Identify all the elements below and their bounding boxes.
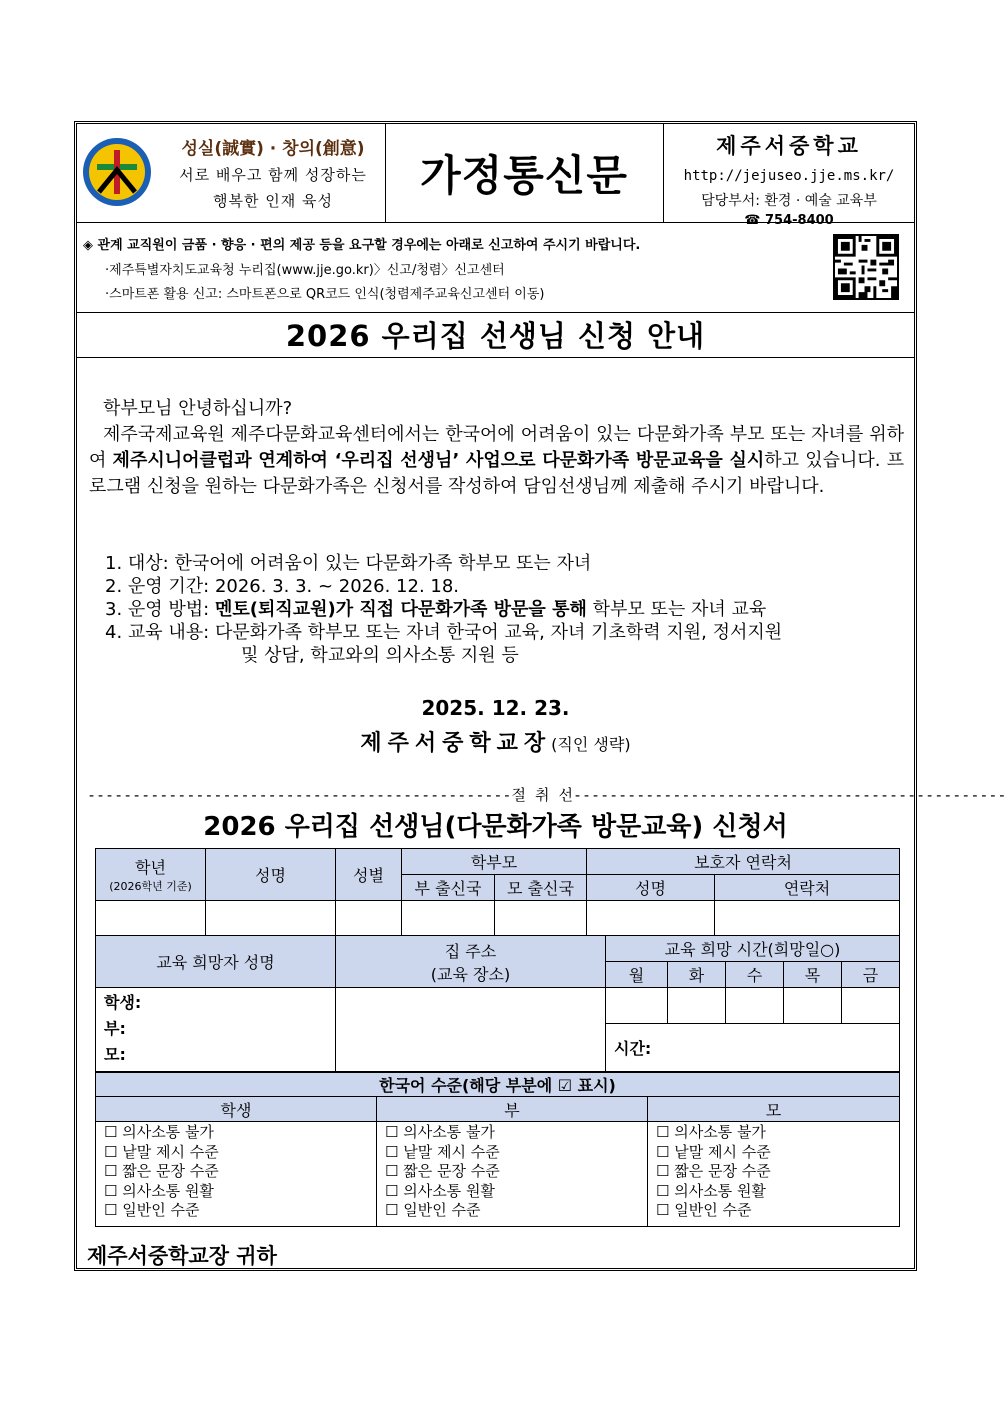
guardian-name-header: 성명 xyxy=(587,875,715,901)
father-label: 부: xyxy=(104,1019,126,1038)
education-request-table xyxy=(95,935,900,1072)
time-header: 교육 희망 시간(희망일○) xyxy=(606,936,900,962)
list-item: 2. 운영 기간: 2026. 3. 3. ~ 2026. 12. 18. xyxy=(105,576,460,597)
grade-header xyxy=(96,849,206,901)
mon-field[interactable] xyxy=(606,988,668,1024)
school-logo-icon xyxy=(81,136,153,208)
motto-line-3: 행복한 인재 육성 xyxy=(213,192,333,210)
level-checkbox[interactable]: ☐ 의사소통 원활 xyxy=(656,1181,766,1200)
greeting: 학부모님 안녕하십니까? xyxy=(103,398,293,419)
guardian-contact-header: 보호자 연락처 xyxy=(587,849,900,875)
level-checkbox[interactable]: ☐ 일반인 수준 xyxy=(656,1201,752,1219)
level-checkbox[interactable]: ☐ 일반인 수준 xyxy=(104,1201,200,1219)
mother-origin-field[interactable] xyxy=(495,901,587,936)
signature xyxy=(77,726,914,757)
grade-field[interactable] xyxy=(96,901,206,936)
day-fri: 금 xyxy=(842,962,900,988)
level-checkbox[interactable]: ☐ 짧은 문장 수준 xyxy=(656,1162,771,1180)
contact-field[interactable] xyxy=(715,901,900,936)
address-note: (교육 장소) xyxy=(430,964,511,984)
department: 담당부서: 환경 · 예술 교육부 xyxy=(701,193,877,209)
father-origin-field[interactable] xyxy=(402,901,495,936)
father-origin-header: 부 출신국 xyxy=(402,875,495,901)
list-item-continuation: 및 상담, 학교와의 의사소통 지원 등 xyxy=(241,645,519,666)
day-thu: 목 xyxy=(784,962,842,988)
level-checkbox[interactable]: ☐ 짧은 문장 수준 xyxy=(385,1162,500,1180)
day-tue: 화 xyxy=(668,962,726,988)
student-column-header: 학생 xyxy=(96,1097,377,1122)
name-field[interactable] xyxy=(206,901,336,936)
time-label: 시간: xyxy=(614,1039,652,1058)
level-checkbox[interactable]: ☐ 일반인 수준 xyxy=(385,1201,481,1219)
korean-level-table xyxy=(95,1072,900,1227)
document-frame xyxy=(74,121,1006,1271)
guardian-name-field[interactable] xyxy=(587,901,715,936)
header xyxy=(77,124,914,228)
grade-note: (2026학년 기준) xyxy=(109,880,192,893)
gender-header: 성별 xyxy=(336,849,402,901)
signature-name: 제주서중학교장 xyxy=(360,731,552,756)
time-field[interactable] xyxy=(606,1024,900,1072)
address-label: 집 주소 xyxy=(444,941,497,961)
school-name: 제주서중학교 xyxy=(716,134,862,158)
level-checkbox[interactable]: ☐ 의사소통 불가 xyxy=(385,1123,495,1141)
motto-line-2: 서로 배우고 함께 성장하는 xyxy=(179,166,367,184)
newsletter-title: 가정통신문 xyxy=(385,124,664,222)
notice-line-1: ◈ 관계 교직원이 금품 · 향응 · 편의 제공 등을 요구할 경우에는 아래로 신고하여 주시기 바랍니다. xyxy=(83,238,641,253)
day-mon: 월 xyxy=(606,962,668,988)
issue-date: 2025. 12. 23. xyxy=(421,696,570,720)
school-url[interactable]: http://jejuseo.jje.ms.kr/ xyxy=(683,168,895,184)
level-checkbox[interactable]: ☐ 의사소통 원활 xyxy=(385,1181,495,1200)
fri-field[interactable] xyxy=(842,988,900,1024)
mother-column-header: 모 xyxy=(648,1097,900,1122)
main-title: 2026 우리집 선생님 신청 안내 xyxy=(77,312,914,358)
wed-field[interactable] xyxy=(726,988,784,1024)
list-item-prefix: 3. 운영 방법: xyxy=(105,599,215,620)
info-list xyxy=(105,552,905,667)
list-item-bold: 멘토(퇴직교원)가 직접 다문화가족 방문을 통해 xyxy=(214,599,587,620)
list-item: 4. 교육 내용: 다문화가족 학부모 또는 자녀 한국어 교육, 자녀 기초학력 지원, 정서지원 xyxy=(105,622,783,643)
school-motto-cell xyxy=(77,124,386,222)
list-item: 1. 대상: 한국어에 어려움이 있는 다문화가족 학부모 또는 자녀 xyxy=(105,553,592,574)
day-wed: 수 xyxy=(726,962,784,988)
father-column-header: 부 xyxy=(377,1097,648,1122)
address-header xyxy=(336,936,606,988)
mother-origin-header: 모 출신국 xyxy=(495,875,587,901)
tue-field[interactable] xyxy=(668,988,726,1024)
notice-line-2: ·제주특별자치도교육청 누리집(www.jje.go.kr)〉신고/청렴〉신고센터 xyxy=(105,263,505,278)
address-field[interactable] xyxy=(336,988,606,1072)
cut-line: -----------------------------------------------절 취 선------------------------------------------------ xyxy=(87,786,1006,804)
student-label: 학생: xyxy=(104,993,142,1012)
body-text-1: 제주국제교육원 제주다문화교육센터에서는 한국어에 어려움이 있는 다문화가족 부모 또는 자녀를 위하여 xyxy=(89,424,904,471)
list-item-suffix: 학부모 또는 자녀 교육 xyxy=(586,599,767,620)
motto-line-1: 성실(誠實) · 창의(創意) xyxy=(181,139,365,159)
phone: ☎ 754-8400 xyxy=(744,213,834,228)
thu-field[interactable] xyxy=(784,988,842,1024)
signature-note: (직인 생략) xyxy=(551,735,631,754)
level-checkbox[interactable]: ☐ 낱말 제시 수준 xyxy=(104,1142,219,1161)
contact-header: 연락처 xyxy=(715,875,900,901)
level-checkbox[interactable]: ☐ 낱말 제시 수준 xyxy=(385,1142,500,1161)
student-levels xyxy=(96,1122,377,1227)
mother-label: 모: xyxy=(104,1045,126,1064)
level-checkbox[interactable]: ☐ 의사소통 불가 xyxy=(656,1123,766,1141)
mother-levels xyxy=(648,1122,900,1227)
level-checkbox[interactable]: ☐ 의사소통 불가 xyxy=(104,1123,214,1141)
list-item xyxy=(105,598,905,621)
notice-line-3: ·스마트폰 활용 신고: 스마트폰으로 QR코드 인식(청렴제주교육신고센터 이동) xyxy=(105,287,545,302)
applicant-info-table xyxy=(95,848,900,936)
applicant-name-header: 교육 희망자 성명 xyxy=(96,936,336,988)
qr-code-icon[interactable] xyxy=(833,234,899,300)
gender-field[interactable] xyxy=(336,901,402,936)
parents-header: 학부모 xyxy=(402,849,587,875)
body-text-2: 하고 있습니다. 프로그램 신청을 원하는 다문화가족은 신청서를 작성하여 담임선생님께 제출해 주시기 바랍니다. xyxy=(89,450,904,497)
name-header: 성명 xyxy=(206,849,336,901)
level-checkbox[interactable]: ☐ 짧은 문장 수준 xyxy=(104,1162,219,1180)
body-text-bold: 제주시니어클럽과 연계하여 ‘우리집 선생님’ 사업으로 다문화가족 방문교육을 실시 xyxy=(112,450,765,471)
form-title: 2026 우리집 선생님(다문화가족 방문교육) 신청서 xyxy=(203,812,788,842)
grade-label: 학년 xyxy=(135,858,166,877)
body-paragraph xyxy=(89,422,904,500)
report-notice xyxy=(77,222,914,313)
father-levels xyxy=(377,1122,648,1227)
korean-level-header: 한국어 수준(해당 부분에 ☑ 표시) xyxy=(96,1073,900,1097)
footer-addressee: 제주서중학교장 귀하 xyxy=(87,1244,277,1268)
level-checkbox[interactable]: ☐ 의사소통 원활 xyxy=(104,1181,214,1200)
applicant-names-field[interactable] xyxy=(96,988,336,1072)
level-checkbox[interactable]: ☐ 낱말 제시 수준 xyxy=(656,1142,771,1161)
school-info-cell xyxy=(664,124,914,228)
